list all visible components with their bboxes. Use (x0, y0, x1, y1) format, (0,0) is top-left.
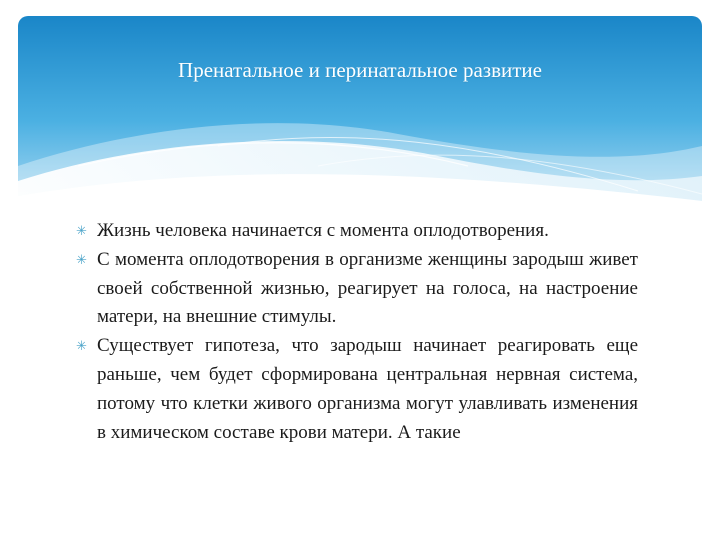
bullet-text: С момента оплодотворения в организме женщины зародыш живет своей собственной жизнью, реагирует на голоса, на настроение матери, на внешние стимулы. (97, 248, 638, 328)
bullet-list (76, 217, 638, 447)
bullet-text: Существует гипотеза, что зародыш начинает реагировать еще раньше, чем будет сформирована центральная нервная система, потому что клетки живого организма могут улавливать изменения в химическом составе крови матери. А такие (97, 335, 638, 443)
asterisk-icon: ✳ (76, 251, 87, 267)
list-item (76, 332, 638, 447)
header-wave-graphic (18, 16, 702, 206)
list-item (76, 246, 638, 332)
asterisk-icon: ✳ (76, 223, 87, 238)
slide-title: Пренатальное и перинатальное развитие (178, 58, 542, 82)
asterisk-icon: ✳ (76, 338, 87, 354)
list-item (76, 217, 638, 246)
header-band (18, 16, 702, 206)
bullet-text: Жизнь человека начинается с момента оплодотворения. (97, 220, 549, 241)
